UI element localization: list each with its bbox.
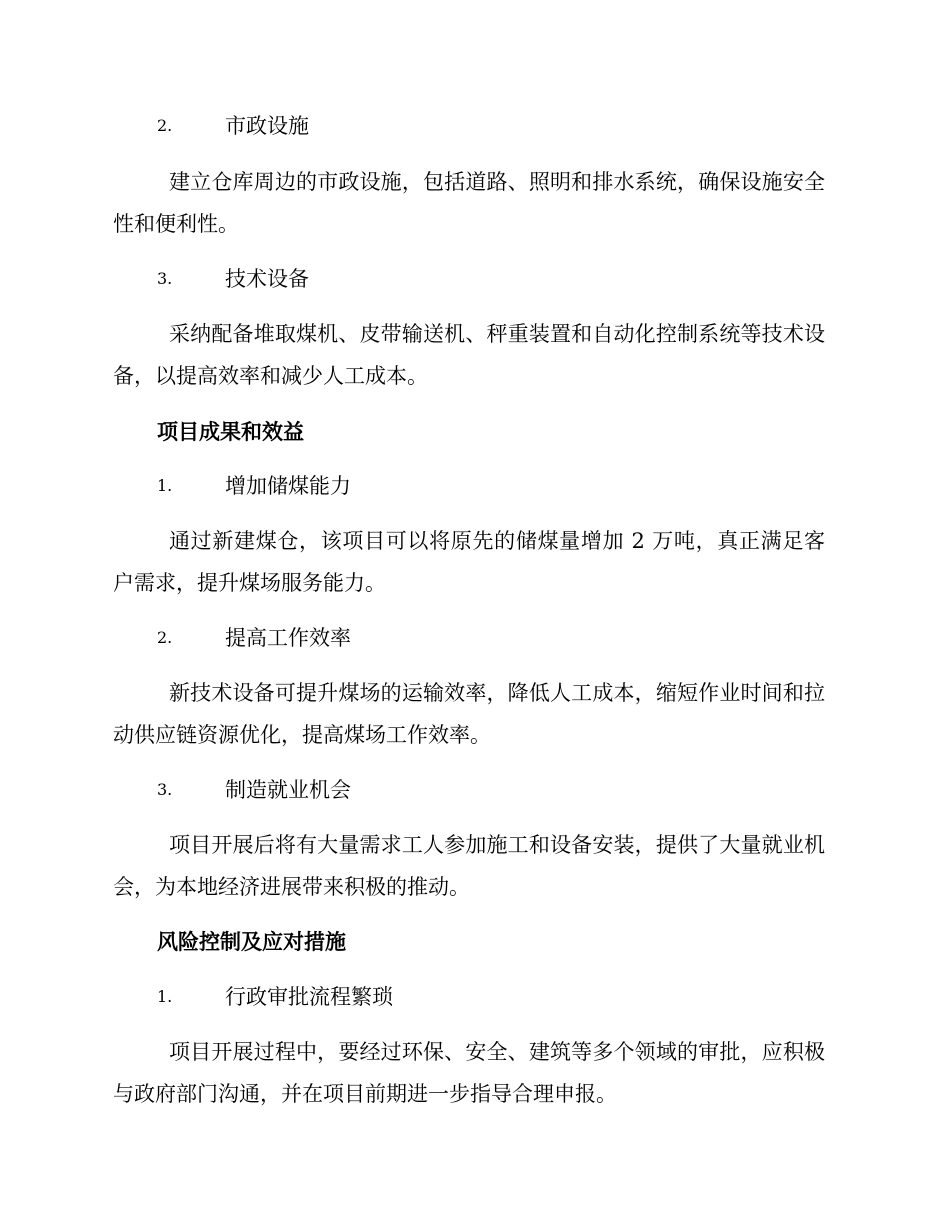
list-item-title: 行政审批流程繁琐 (225, 985, 393, 1009)
list-item-approval (0, 977, 950, 1017)
list-item-title: 市政设施 (225, 114, 309, 138)
list-number: 2. (157, 116, 173, 135)
list-item-tech (0, 259, 950, 299)
list-number: 1. (157, 987, 173, 1006)
paragraph-approval: 项目开展过程中，要经过环保、安全、建筑等多个领域的审批，应积极与政府部门沟通，并在项目前期进一步指导合理申报。 (113, 1040, 825, 1106)
paragraph-jobs: 项目开展后将有大量需求工人参加施工和设备安装，提供了大量就业机会，为本地经济进展带来积极的推动。 (113, 833, 825, 899)
list-item-jobs (0, 770, 950, 810)
list-number: 2. (157, 628, 173, 647)
paragraph-capacity: 通过新建煤仓，该项目可以将原先的储煤量增加 2 万吨，真正满足客户需求，提升煤场服务能力。 (113, 529, 825, 595)
section-heading-results: 项目成果和效益 (157, 420, 304, 444)
paragraph-municipal: 建立仓库周边的市政设施，包括道路、照明和排水系统，确保设施安全性和便利性。 (113, 170, 825, 236)
list-number: 1. (157, 476, 173, 495)
list-item-title: 提高工作效率 (225, 626, 351, 650)
list-item-capacity (0, 466, 950, 506)
section-heading-risk: 风险控制及应对措施 (157, 930, 346, 954)
list-item-title: 制造就业机会 (225, 778, 351, 802)
paragraph-efficiency: 新技术设备可提升煤场的运输效率，降低人工成本，缩短作业时间和拉动供应链资源优化，提高煤场工作效率。 (113, 681, 825, 747)
list-number: 3. (157, 269, 173, 288)
list-item-municipal (0, 106, 950, 146)
list-item-title: 增加储煤能力 (225, 474, 351, 498)
paragraph-tech: 采纳配备堆取煤机、皮带输送机、秤重装置和自动化控制系统等技术设备，以提高效率和减少人工成本。 (113, 322, 825, 388)
list-item-title: 技术设备 (225, 267, 309, 291)
list-item-efficiency (0, 618, 950, 658)
list-number: 3. (157, 780, 173, 799)
